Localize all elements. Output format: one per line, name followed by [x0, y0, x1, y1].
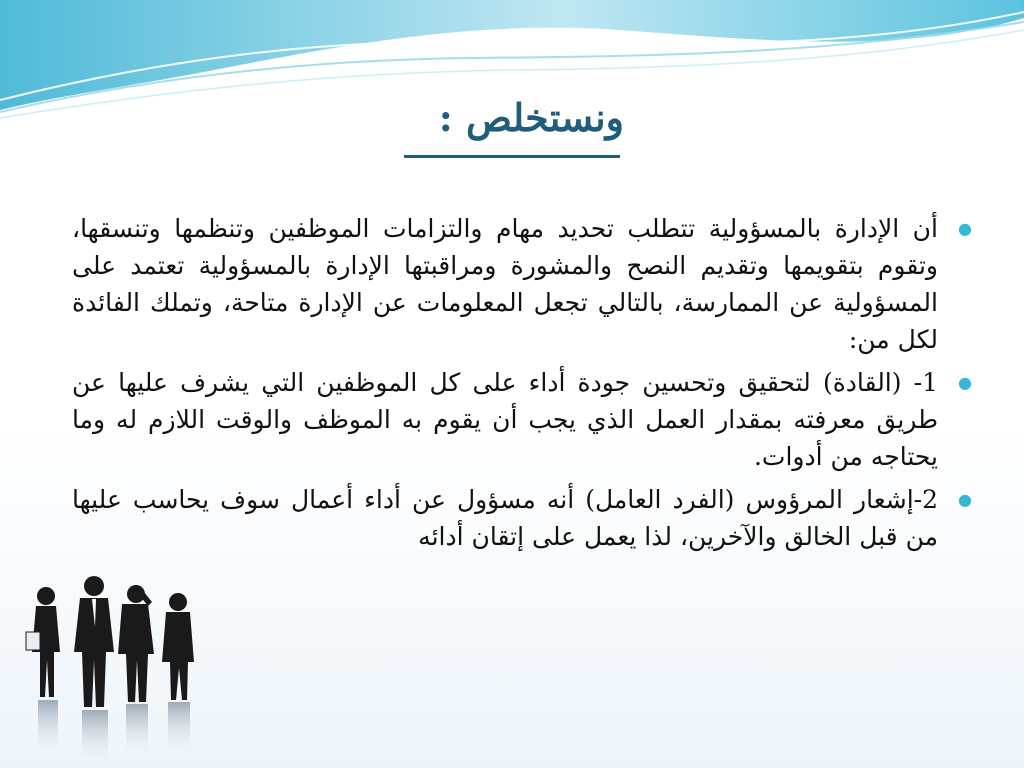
- paragraph-text: 2-إشعار المرؤوس (الفرد العامل) أنه مسؤول عن أداء أعمال سوف يحاسب عليها من قبل الخالق والآخرين، لذا يعمل على إتقان أدائه: [72, 485, 938, 551]
- paragraph-text: أن الإدارة بالمسؤولية تتطلب تحديد مهام والتزامات الموظفين وتنظمها وتنسقها، وتقوم بتقويمها وتقديم النصح والمشورة ومراقبتها الإدارة بالمسؤولية تعتمد على المسؤولية عن الممارسة، بالتالي تجعل المعلومات عن الإدارة متاحة، وتملك الفائدة لكل من:: [72, 214, 938, 354]
- slide-title: ونستخلص :: [438, 95, 624, 140]
- round-bullet-icon: ●: [958, 373, 972, 392]
- bullet-paragraph: [72, 364, 972, 475]
- title-underline: [404, 155, 620, 158]
- bullet-paragraph: [72, 481, 972, 555]
- paragraph-text: 1- (القادة) لتحقيق وتحسين جودة أداء على كل الموظفين التي يشرف عليها عن طريق معرفته بمقدار العمل الذي يجب أن يقوم به الموظف والوقت اللازم له وما يحتاجه من أدوات.: [72, 368, 938, 471]
- business-people-silhouette-icon: [18, 572, 208, 768]
- bullet-paragraph: [72, 210, 972, 358]
- round-bullet-icon: ●: [958, 219, 972, 238]
- round-bullet-icon: ●: [958, 490, 972, 509]
- slide-body: [72, 210, 972, 561]
